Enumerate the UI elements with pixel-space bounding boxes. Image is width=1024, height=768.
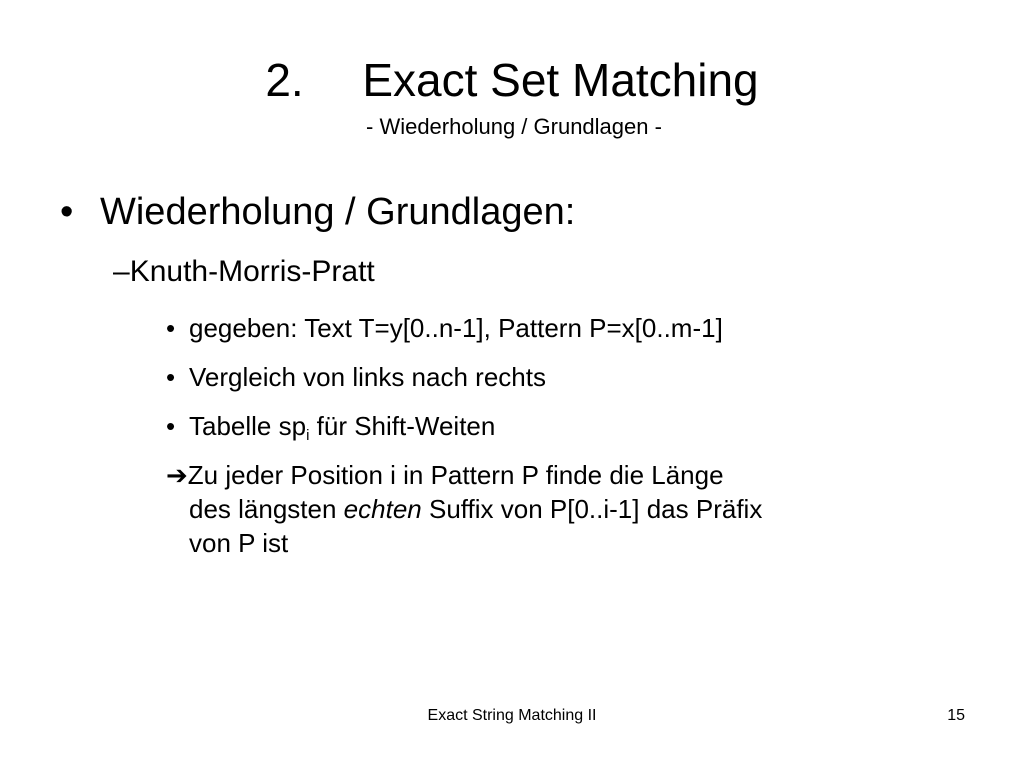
arrow-paragraph-line2 bbox=[166, 492, 956, 526]
arrow-icon: ➔ bbox=[166, 460, 188, 490]
emphasis-echten: echten bbox=[343, 494, 422, 524]
slide-title-block bbox=[0, 52, 1024, 108]
bullet-level3-text: Tabelle sp bbox=[189, 411, 307, 441]
title-text: Exact Set Matching bbox=[362, 54, 759, 106]
bullet-level3-text-after: für Shift-Weiten bbox=[309, 411, 496, 441]
bullet-icon: • bbox=[60, 191, 74, 233]
slide-subtitle: - Wiederholung / Grundlagen - bbox=[366, 114, 662, 139]
arrow-paragraph-line1 bbox=[166, 458, 956, 492]
arrow-paragraph bbox=[166, 458, 956, 560]
dash-icon: – bbox=[113, 255, 130, 288]
bullet-level3-text: gegeben: Text T=y[0..n-1], Pattern P=x[0..m-1] bbox=[189, 313, 723, 343]
arrow-paragraph-line2-after: Suffix von P[0..i-1] das Präfix bbox=[421, 494, 763, 524]
title-number: 2. bbox=[265, 54, 304, 106]
bullet-icon: • bbox=[166, 313, 176, 343]
footer-text: Exact String Matching II bbox=[427, 707, 597, 724]
bullet-level3-text: Vergleich von links nach rechts bbox=[189, 362, 546, 392]
subscript-i: i bbox=[306, 427, 310, 444]
bullet-level1 bbox=[60, 188, 575, 236]
arrow-paragraph-line3: von P ist bbox=[189, 528, 289, 558]
bullet-icon: • bbox=[166, 362, 176, 392]
bullet-level3-item bbox=[166, 311, 723, 345]
page-number: 15 bbox=[947, 707, 965, 724]
bullet-level3-item bbox=[166, 360, 546, 394]
bullet-level3-item bbox=[166, 409, 495, 443]
bullet-level2 bbox=[113, 252, 375, 292]
bullet-level2-text: Knuth-Morris-Pratt bbox=[129, 255, 375, 288]
bullet-icon: • bbox=[166, 411, 176, 441]
arrow-paragraph-line2-before: des längsten bbox=[189, 494, 344, 524]
bullet-level1-text: Wiederholung / Grundlagen: bbox=[100, 191, 576, 233]
arrow-paragraph-line1-text: Zu jeder Position i in Pattern P finde die Länge bbox=[187, 460, 724, 490]
slide-title bbox=[265, 52, 758, 108]
